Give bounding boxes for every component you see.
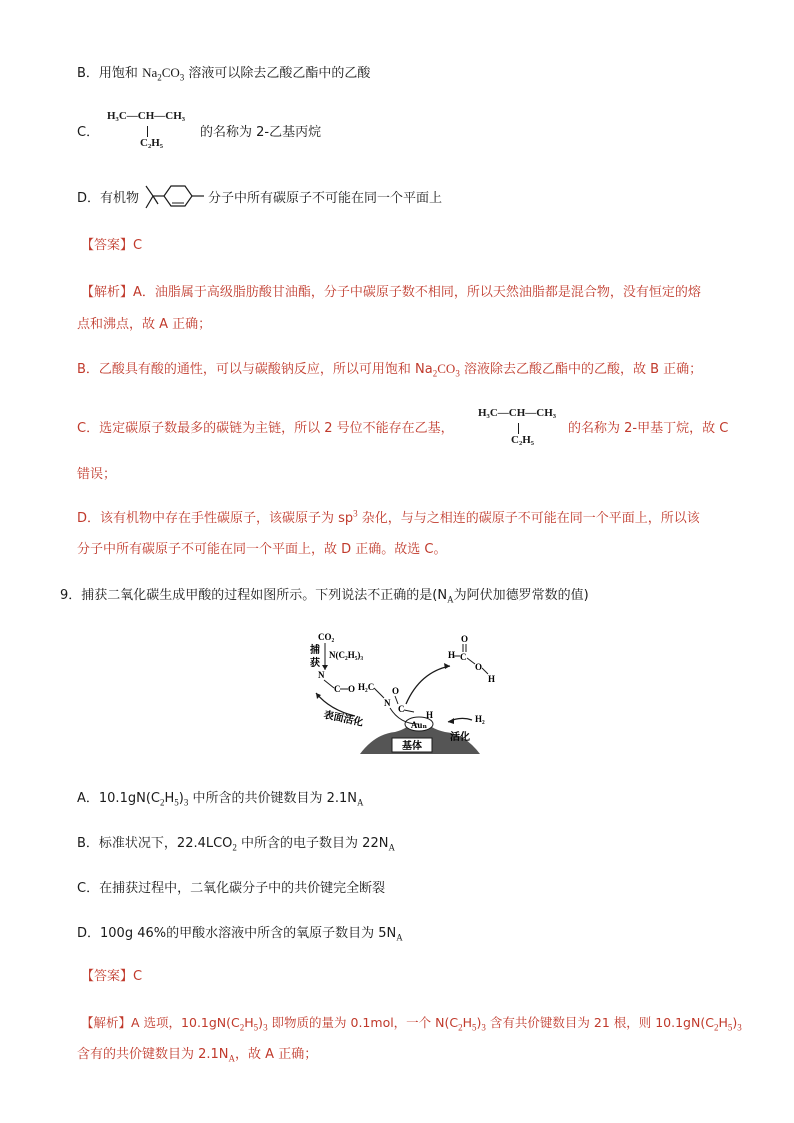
fig-formic-o: O [475,662,483,672]
fig-formic-h: H [448,650,456,660]
structure-substituent: C₂H₅ [511,434,535,446]
structure-top-row: H₃C—CH—CH₃ [478,407,557,419]
q9-option-b: B．标准状况下，$22.4LCO_2$ 中所含的电子数目为 $22N_A$ [77,836,395,853]
structure-top-row: H₃C—CH—CH₃ [107,110,186,122]
fig-surface-label: 表面活化 [322,709,365,729]
q9-option-d: D．100g 46%的甲酸水溶液中所含的氧原子数目为 $5N_A$ [77,926,403,943]
q8-option-c-structure [107,110,202,152]
q8-analysis-a-line1: 【解析】A．油脂属于高级脂肪酸甘油酯，分子中碳原子数不相同，所以天然油脂都是混合物，没有恒定的熔 [81,285,701,300]
fig-formic-c: C [460,652,467,662]
q9-analysis-line2: 含有的共价键数目为 $2.1N_A$，故 A 正确； [77,1047,318,1064]
q8-analysis-a-line2: 点和沸点，故 A 正确； [77,317,212,332]
q8-analysis-c-text: 的名称为 2-甲基丁烷，故 C [568,421,729,436]
fig-formic-o2: O [461,634,469,644]
cyclohexene-structure-icon [144,182,208,216]
q8-analysis-c-end: 错误； [77,467,117,482]
fig-o2: O [392,686,400,696]
q9-answer: 【答案】C [81,969,143,984]
fig-co2: CO₂ [318,632,335,642]
q8-answer: 【答案】C [81,238,143,253]
fig-n-mid: N [384,698,391,708]
fig-base-label: 基体 [402,741,422,752]
q9-option-c: C．在捕获过程中，二氧化碳分子中的共价键完全断裂 [77,881,386,896]
q8-analysis-c-structure [478,407,573,449]
fig-amine: N(C₂H₅)₃ [329,650,364,660]
q8-option-c-label: C． [77,125,100,140]
fig-activate-label: 活化 [450,732,470,743]
fig-c1: C [334,684,341,694]
fig-ch2: H₂C [358,682,375,692]
fig-au-label: Auₙ [410,720,428,730]
q8-option-d: D．有机物 [77,191,140,206]
fig-n-left: N [318,670,325,680]
q8-option-b: B．用饱和 $Na_2CO_3$ 溶液可以除去乙酸乙酯中的乙酸 [77,65,371,83]
q9-option-a: A．$10.1gN(C_2H_5)_3$ 中所含的共价键数目为 $2.1N_A$ [77,791,364,808]
q8-analysis-b: B．乙酸具有酸的通性，可以与碳酸钠反应，所以可用饱和 $Na_2CO_3$ 溶液除去乙酸乙酯中的乙酸，故 B 正确； [77,361,703,379]
q9-analysis-line1: 【解析】A 选项，$10.1gN(C_2H_5)_3$ 即物质的量为 0.1mol，一个 $N(C_2H_5)_3$ 含有共价键数目为 21 根，则 $10.1gN(C_2H_5)_3$ [81,1015,742,1033]
fig-h2: H₂ [475,714,485,724]
fig-capture-char1: 捕 [310,645,320,656]
q8-option-c-text: 的名称为 2-乙基丙烷 [200,125,322,140]
fig-h: H [426,710,434,720]
fig-capture-char2: 获 [310,658,320,669]
fig-formic-h2: H [488,674,496,684]
q9-stem: 9．捕获二氧化碳生成甲酸的过程如图所示。下列说法不正确的是($N_A$为阿伏加德罗常数的值) [60,588,589,605]
q8-analysis-c: C．选定碳原子数最多的碳链为主链，所以 2 号位不能存在乙基， [77,421,454,436]
fig-c2: C [398,704,405,714]
q8-option-d-text: 分子中所有碳原子不可能在同一个平面上 [208,191,443,206]
co2-capture-diagram [300,628,510,758]
q8-analysis-d-line2: 分子中所有碳原子不可能在同一个平面上，故 D 正确。故选 C。 [77,542,447,557]
q8-analysis-d-line1: D．该有机物中存在手性碳原子，该碳原子为 $sp^3$ 杂化，与与之相连的碳原子不可能在同一个平面上，所以该 [77,508,700,526]
fig-o1: O [348,684,356,694]
structure-substituent: C₂H₅ [140,137,164,149]
